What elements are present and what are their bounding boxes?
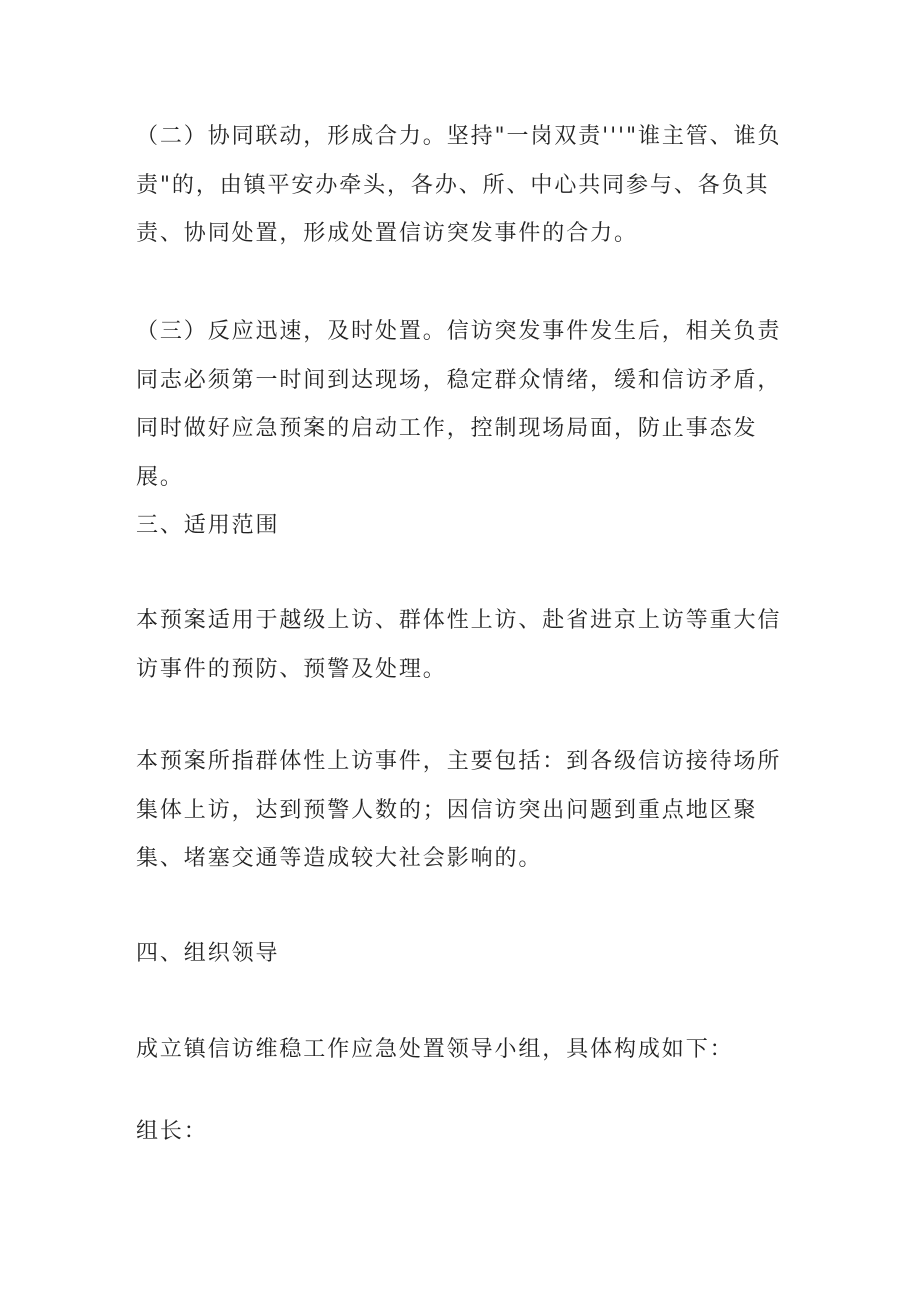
paragraph-scope: 本预案适用于越级上访、群体性上访、赴省进京上访等重大信访事件的预防、预警及处理。 (136, 608, 782, 682)
paragraph-rapid-response: （三）反应迅速，及时处置。信访突发事件发生后，相关负责同志必须第一时间到达现场，稳定群众情绪，缓和信访矛盾，同时做好应急预案的启动工作，控制现场局面，防止事态发展。 (136, 319, 782, 490)
paragraph-leadership-group: 成立镇信访维稳工作应急处置领导小组，具体构成如下： (136, 1037, 734, 1062)
paragraph-group-petition: 本预案所指群体性上访事件，主要包括：到各级信访接待场所集体上访，达到预警人数的；因信访突出问题到重点地区聚集、堵塞交通等造成较大社会影响的。 (136, 749, 782, 871)
paragraph-group-leader: 组长： (136, 1119, 208, 1144)
section-heading-leadership: 四、组织领导 (136, 941, 280, 966)
section-heading-scope: 三、适用范围 (136, 513, 280, 538)
paragraph-coordination: （二）协同联动，形成合力。坚持"一岗双责'''"谁主管、谁负责"的，由镇平安办牵头，各办、所、中心共同参与、各负其责、协同处置，形成处置信访突发事件的合力。 (136, 124, 782, 246)
